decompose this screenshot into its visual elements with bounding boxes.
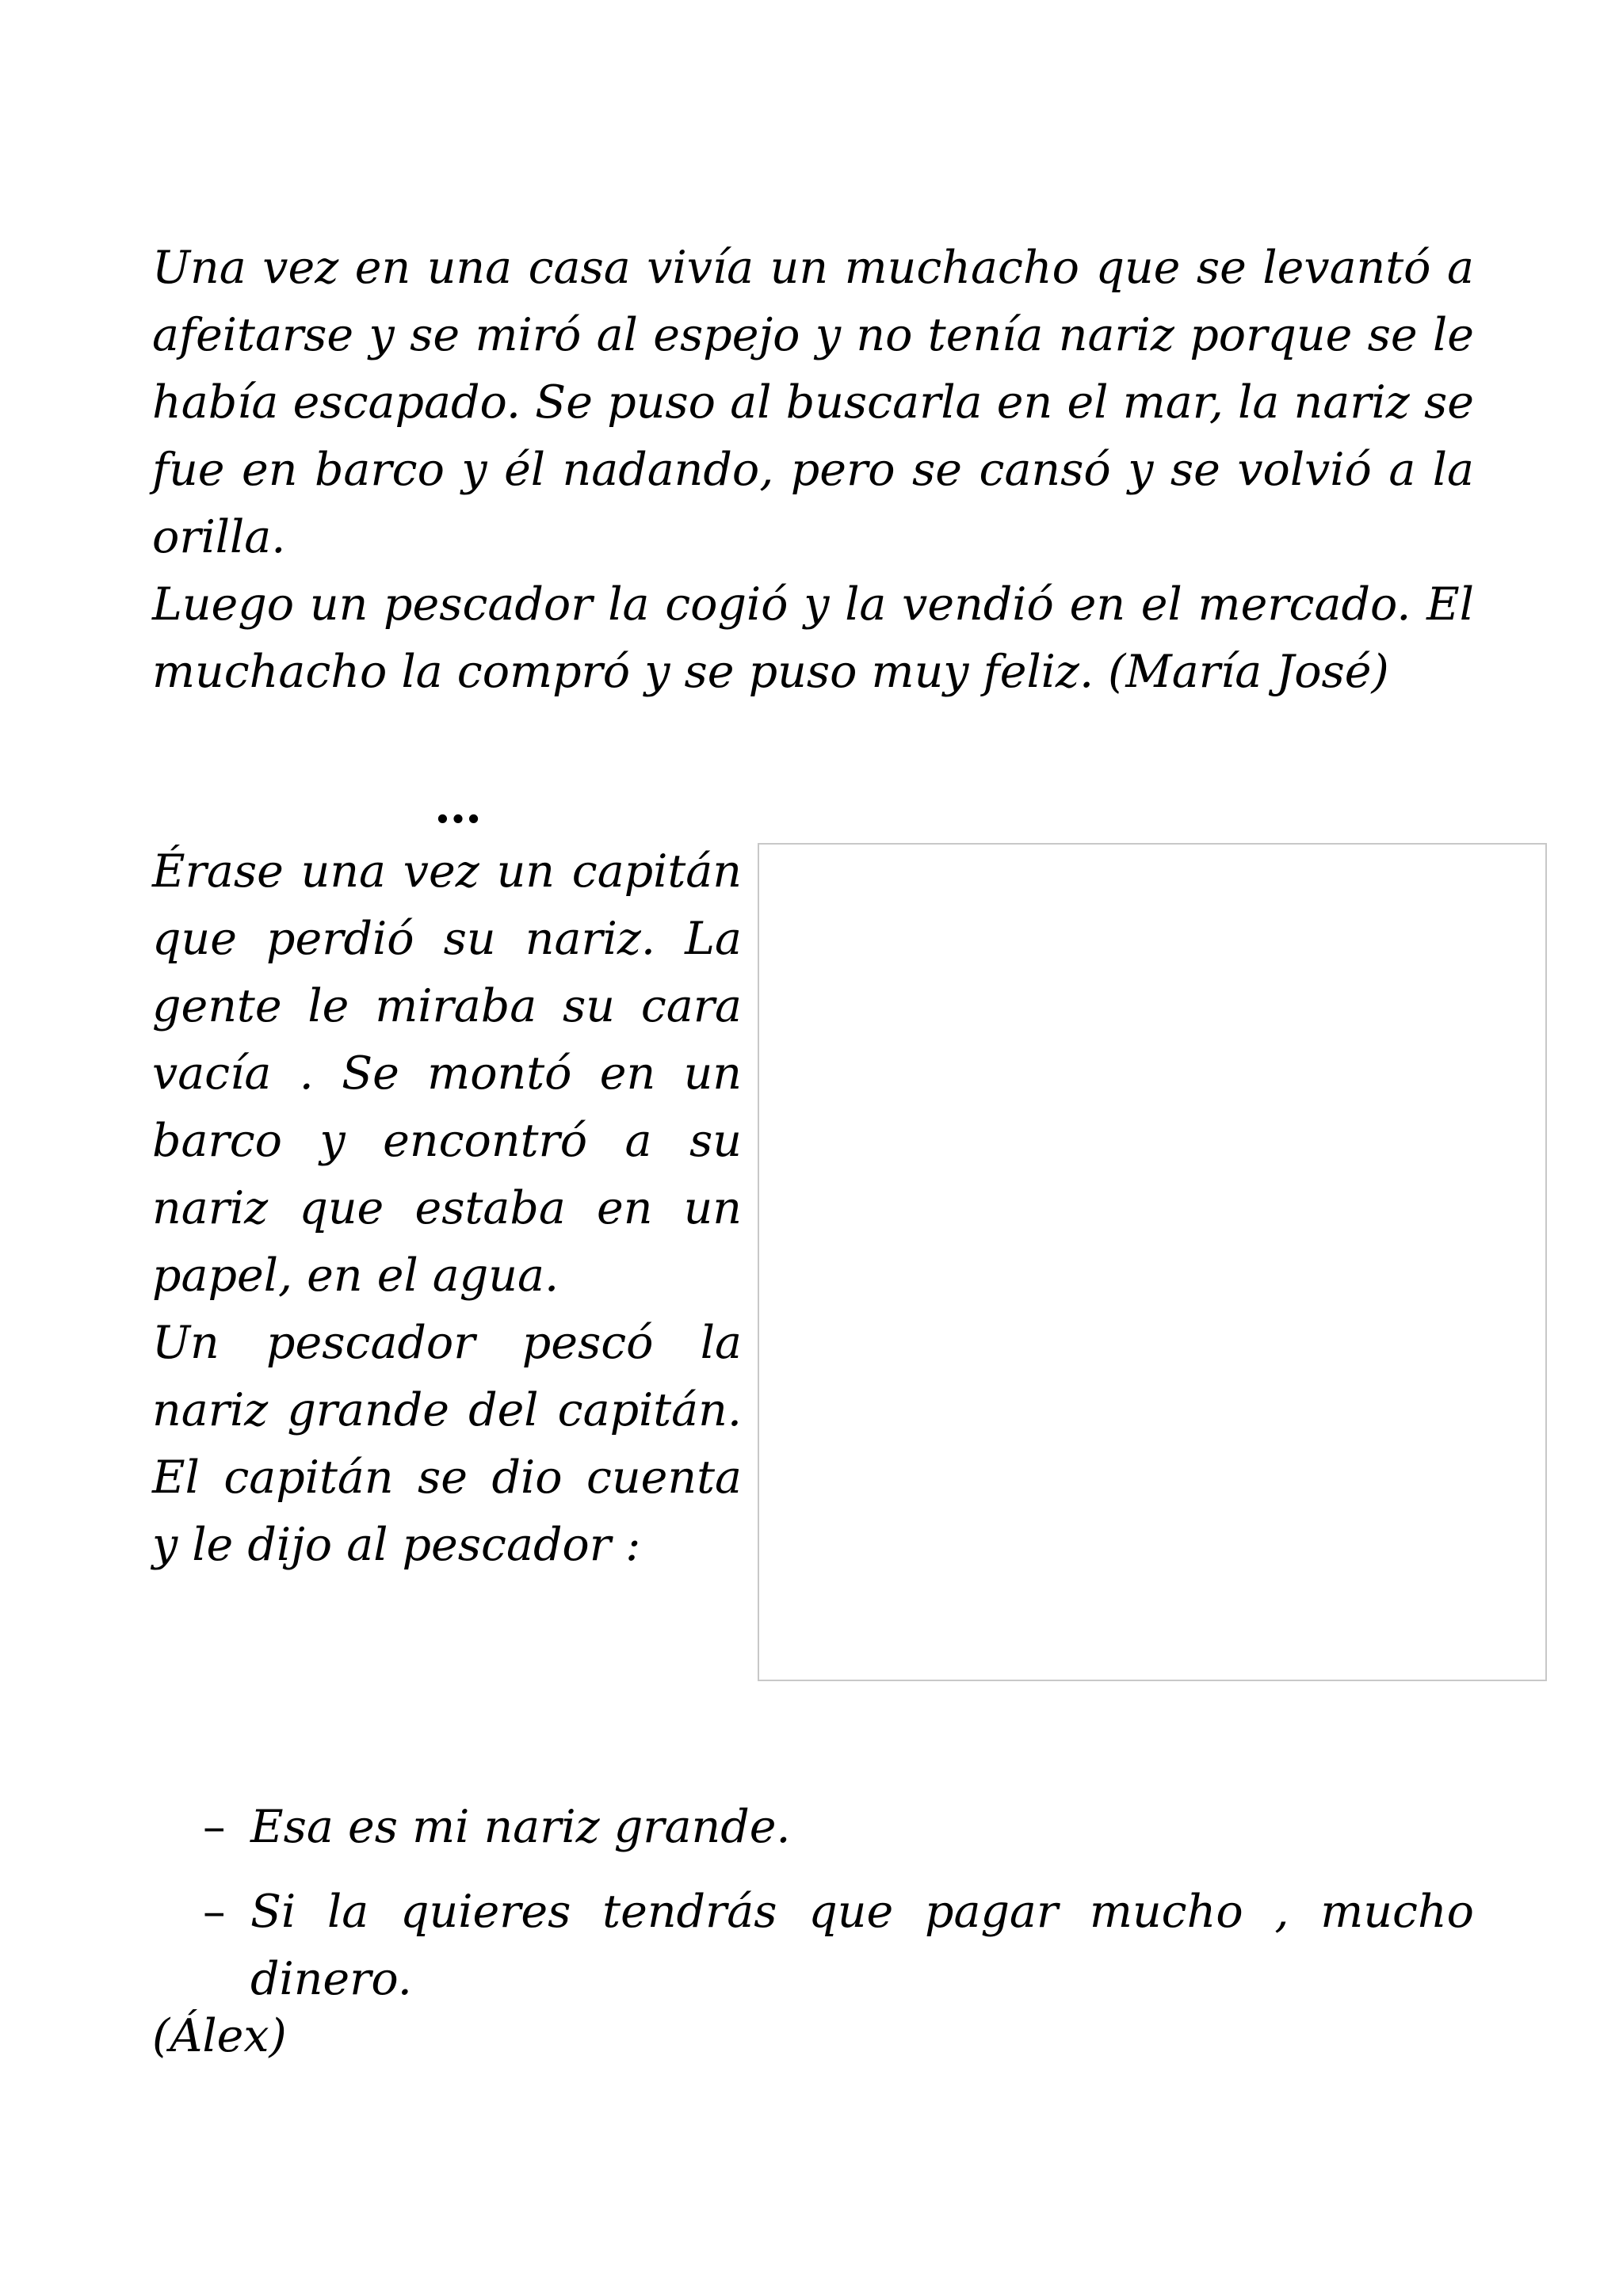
story1-paragraph-2: Luego un pescador la cogió y la vendió en el mercado. El muchacho la compró y se puso muy feliz. (María José): [152, 578, 1474, 698]
dialogue-line: [203, 1794, 1474, 1861]
dialogue-text: Si la quieres tendrás que pagar mucho , mucho dinero.: [250, 1886, 1474, 2005]
author-signature: (Álex): [152, 2010, 287, 2062]
dialogue-line: [203, 1878, 1474, 2013]
dialogue-dash: –: [203, 1801, 226, 1853]
dialogue-text: Esa es mi nariz grande.: [250, 1801, 791, 1853]
story2-paragraph-2: Un pescador pescó la nariz grande del capitán. El capitán se dio cuenta y le dijo al pescador :: [152, 1317, 742, 1571]
separator-ellipsis: …: [434, 779, 487, 834]
dialogue-block: [203, 1794, 1474, 2031]
story1-paragraph-1: Una vez en una casa vivía un muchacho que se levantó a afeitarse y se miró al espejo y no tenía nariz porque se le había escapado. Se puso al buscarla en el mar, la nariz se fue en barco y él nadando, pero se cansó y se volvió a la orilla.: [152, 242, 1474, 563]
empty-image-frame: [758, 843, 1547, 1681]
story2-paragraph-1: Érase una vez un capitán que perdió su nariz. La gente le miraba su cara vacía . Se montó en un barco y encontró a su nariz que estaba en un papel, en el agua.: [152, 845, 742, 1302]
story-alex: [152, 838, 742, 1579]
story-maria-jose: [152, 235, 1474, 706]
dialogue-dash: –: [203, 1886, 226, 1938]
